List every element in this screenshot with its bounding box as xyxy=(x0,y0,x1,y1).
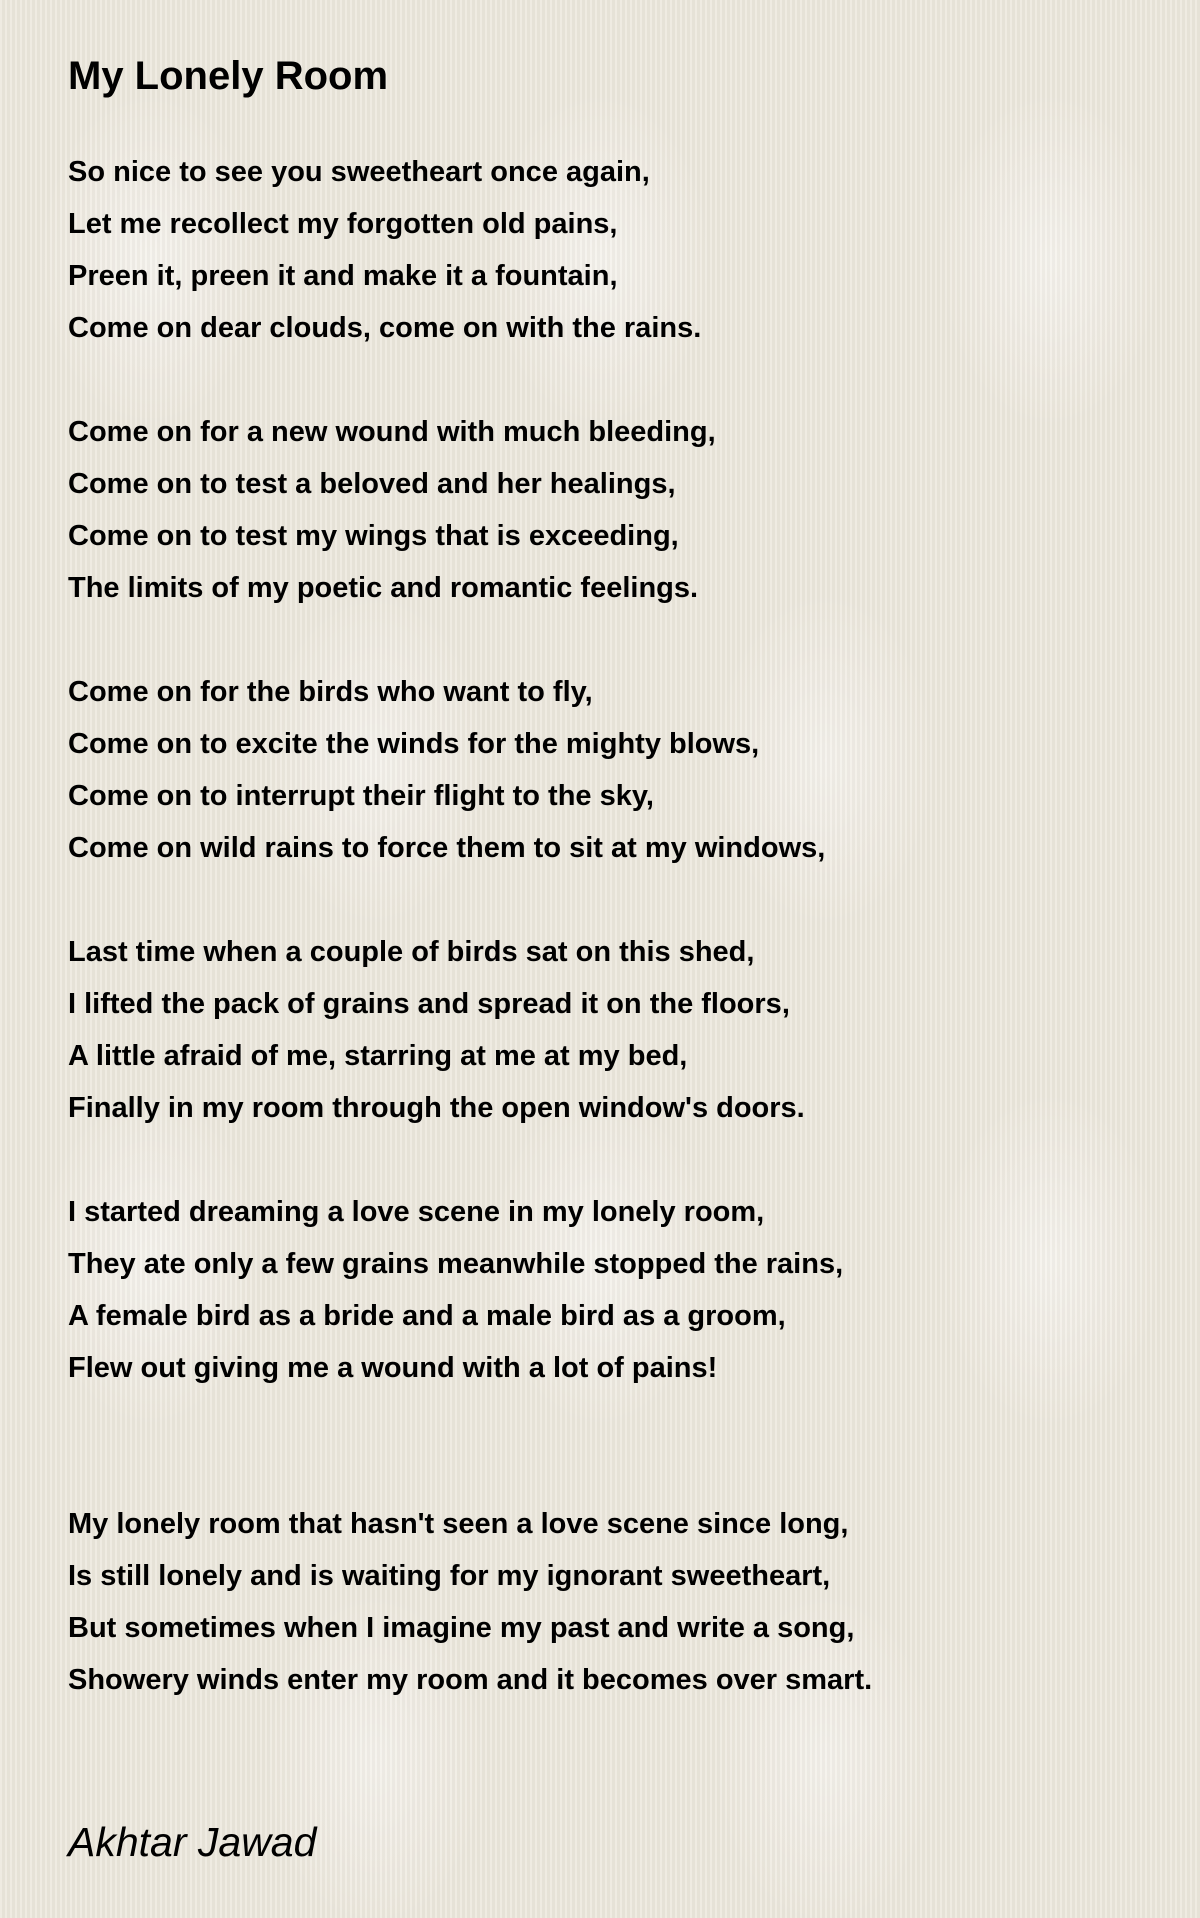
poem-line: Let me recollect my forgotten old pains, xyxy=(68,208,618,240)
poem-line: Come on to excite the winds for the mighty blows, xyxy=(68,728,760,760)
poem-line: Come on to test my wings that is exceeding, xyxy=(68,520,679,552)
stanza-3 xyxy=(68,666,1148,874)
poem-line: Preen it, preen it and make it a fountain, xyxy=(68,260,618,292)
stanza-4 xyxy=(68,926,1148,1134)
stanza-1 xyxy=(68,146,1148,354)
poem-line: Showery winds enter my room and it becomes over smart. xyxy=(68,1664,873,1696)
poem-line: But sometimes when I imagine my past and write a song, xyxy=(68,1612,855,1644)
poem-line: My lonely room that hasn't seen a love scene since long, xyxy=(68,1508,849,1540)
poem-line: The limits of my poetic and romantic feelings. xyxy=(68,572,699,604)
poem-author: Akhtar Jawad xyxy=(68,1819,317,1865)
poem-line: A little afraid of me, starring at me at my bed, xyxy=(68,1040,688,1072)
poem-line: So nice to see you sweetheart once again, xyxy=(68,156,650,188)
poem-container xyxy=(68,48,1148,1758)
poem-line: Come on to test a beloved and her healings, xyxy=(68,468,676,500)
poem-line: Last time when a couple of birds sat on this shed, xyxy=(68,936,755,968)
poem-title: My Lonely Room xyxy=(68,54,389,98)
stanza-2 xyxy=(68,406,1148,614)
poem-line: Finally in my room through the open window's doors. xyxy=(68,1092,805,1124)
poem-line: Flew out giving me a wound with a lot of pains! xyxy=(68,1352,718,1384)
poem-line: Come on to interrupt their flight to the sky, xyxy=(68,780,654,812)
stanza-6 xyxy=(68,1498,1148,1706)
poem-line: They ate only a few grains meanwhile stopped the rains, xyxy=(68,1248,844,1280)
poem-line: A female bird as a bride and a male bird as a groom, xyxy=(68,1300,786,1332)
stanza-5 xyxy=(68,1186,1148,1394)
poem-line: I lifted the pack of grains and spread it on the floors, xyxy=(68,988,790,1020)
poem-line: Come on dear clouds, come on with the rains. xyxy=(68,312,702,344)
poem-line: I started dreaming a love scene in my lonely room, xyxy=(68,1196,765,1228)
poem-body xyxy=(68,146,1148,1706)
poem-line: Come on for the birds who want to fly, xyxy=(68,676,593,708)
poem-line: Come on for a new wound with much bleeding, xyxy=(68,416,716,448)
poem-line: Is still lonely and is waiting for my ignorant sweetheart, xyxy=(68,1560,831,1592)
poem-line: Come on wild rains to force them to sit at my windows, xyxy=(68,832,826,864)
